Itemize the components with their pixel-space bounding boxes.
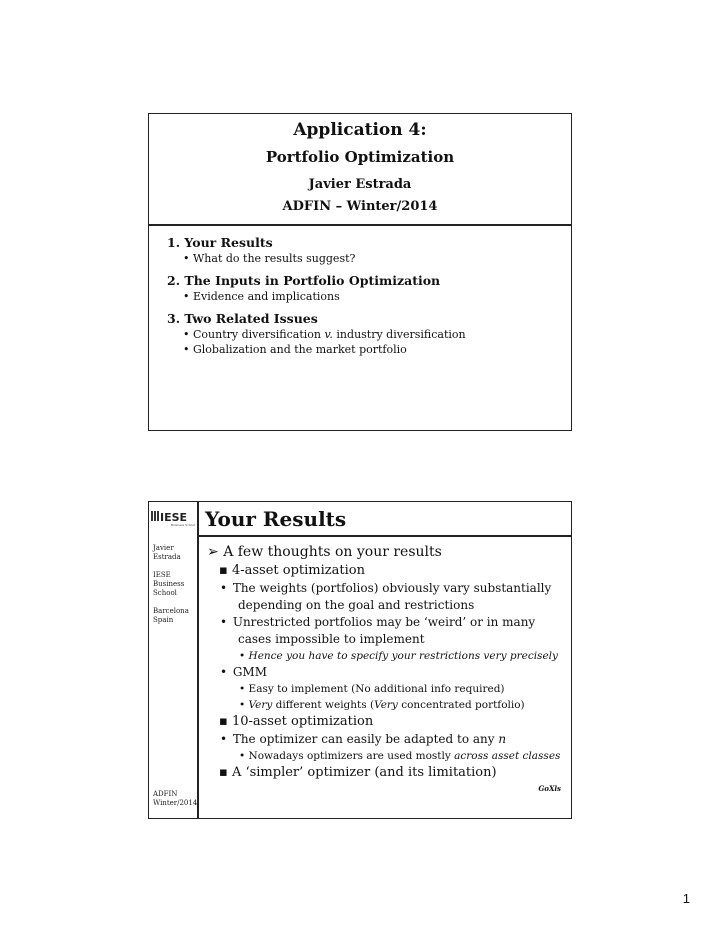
bullet-level-2: ▪ A ‘simpler’ optimizer (and its limitation): [219, 765, 497, 780]
bullet-level-3: • GMM: [220, 665, 267, 679]
square-bullet-icon: ▪: [219, 765, 228, 780]
title-area: [149, 114, 571, 226]
outline-section-3: [167, 310, 561, 357]
course-label: ADFIN – Winter/2014: [282, 199, 438, 214]
bullet-icon: •: [239, 650, 246, 662]
section-heading: 3. Two Related Issues: [167, 311, 318, 326]
section-heading: 2. The Inputs in Portfolio Optimization: [167, 273, 441, 288]
svg-text:IESE: IESE: [160, 511, 188, 524]
bullet-icon: •: [183, 252, 190, 265]
bullet-icon: •: [239, 699, 246, 711]
bullet-level-1: ➢ A few thoughts on your results: [207, 544, 442, 560]
bullet-icon: •: [239, 683, 246, 695]
author-name: Javier Estrada: [308, 177, 412, 192]
outline: [167, 234, 561, 363]
square-bullet-icon: ▪: [219, 563, 228, 578]
section-item: • What do the results suggest?: [183, 252, 356, 265]
slide-2: [148, 501, 572, 819]
bullet-level-4: • Nowadays optimizers are used mostly across asset classes: [239, 750, 561, 762]
bullet-icon: •: [239, 750, 246, 762]
sidebar-info-top: Javier Estrada IESE Business School Barcelona Spain: [153, 544, 189, 624]
bullet-icon: •: [183, 343, 190, 356]
outline-section-2: [167, 272, 561, 304]
bullet-level-3: • The optimizer can easily be adapted to any n: [220, 732, 507, 746]
slide-1: [148, 113, 572, 431]
slide-body: [207, 543, 565, 782]
page-number: 1: [682, 891, 690, 906]
bullet-level-3: • The weights (portfolios) obviously vary substantially depending on the goal and restrictions: [220, 581, 552, 612]
sidebar-info-bottom: ADFIN Winter/2014: [153, 790, 198, 807]
svg-text:Business School: Business School: [171, 523, 195, 527]
slide-header: [197, 502, 571, 537]
bullet-level-4: • Hence you have to specify your restrictions very precisely: [239, 650, 558, 662]
sidebar: [149, 502, 199, 818]
slide-title: Your Results: [205, 507, 347, 531]
arrow-bullet-icon: ➢: [207, 544, 219, 560]
bullet-level-4: • Easy to implement (No additional info required): [239, 683, 505, 695]
bullet-level-3: • Unrestricted portfolios may be ‘weird’ or in many cases impossible to implement: [220, 615, 536, 646]
slide-subtitle: Portfolio Optimization: [265, 148, 455, 166]
iese-logo: [151, 509, 195, 529]
bullet-icon: •: [183, 328, 190, 341]
bullet-level-2: ▪ 4-asset optimization: [219, 563, 365, 578]
bullet-icon: •: [183, 290, 190, 303]
section-heading: 1. Your Results: [167, 235, 273, 250]
section-item: • Globalization and the market portfolio: [183, 343, 407, 356]
goxls-link[interactable]: GoXls: [538, 784, 561, 793]
slide-title: Application 4:: [293, 120, 427, 140]
bullet-level-2: ▪ 10-asset optimization: [219, 714, 374, 729]
section-item: • Evidence and implications: [183, 290, 340, 303]
outline-section-1: [167, 234, 561, 266]
bullet-level-4: • Very different weights (Very concentrated portfolio): [239, 699, 525, 711]
square-bullet-icon: ▪: [219, 714, 228, 729]
section-item: • Country diversification v. industry diversification: [183, 328, 466, 341]
